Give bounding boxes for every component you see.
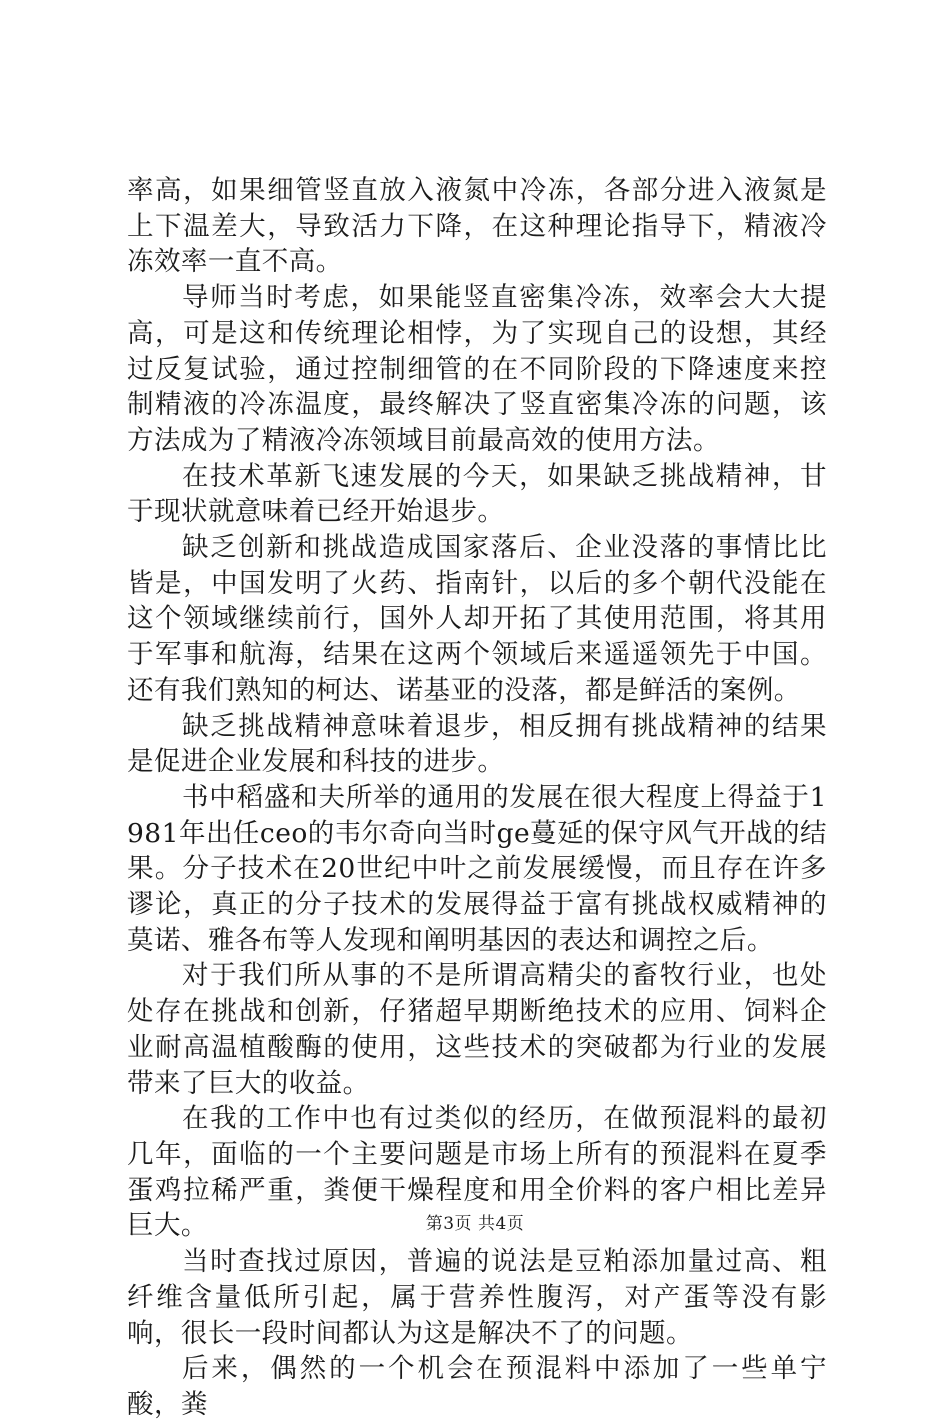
paragraph: 在我的工作中也有过类似的经历，在做预混料的最初几年，面临的一个主要问题是市场上所有的预混料在夏季蛋鸡拉稀严重，粪便干燥程度和用全价料的客户相比差异巨大。 [127,1103,827,1242]
paragraph-continuation: 率高，如果细管竖直放入液氮中冷冻，各部分进入液氮是上下温差大，导致活力下降，在这种理论指导下，精液冷冻效率一直不高。 [127,175,827,278]
paragraph: 缺乏挑战精神意味着退步，相反拥有挑战精神的结果是促进企业发展和科技的进步。 [127,710,827,778]
paragraph: 后来，偶然的一个机会在预混料中添加了一些单宁酸，粪 [127,1353,827,1420]
paragraph: 书中稻盛和夫所举的通用的发展在很大程度上得益于1981年出任ceo的韦尔奇向当时ge蔓延的保守风气开战的结果。分子技术在20世纪中叶之前发展缓慢，而且存在许多谬论，真正的分子技术的发展得益于富有挑战权威精神的莫诺、雅各布等人发现和阐明基因的表达和调控之后。 [127,781,827,956]
page-number-label: 第3页 共4页 [425,1214,525,1234]
paragraph: 缺乏创新和挑战造成国家落后、企业没落的事情比比皆是，中国发明了火药、指南针，以后的多个朝代没能在这个领域继续前行，国外人却开拓了其使用范围，将其用于军事和航海，结果在这两个领域后来遥遥领先于中国。还有我们熟知的柯达、诺基亚的没落，都是鲜活的案例。 [127,532,827,706]
paragraph: 对于我们所从事的不是所谓高精尖的畜牧行业，也处处存在挑战和创新，仔猪超早期断绝技术的应用、饲料企业耐高温植酸酶的使用，这些技术的突破都为行业的发展带来了巨大的收益。 [127,960,827,1099]
paragraph: 导师当时考虑，如果能竖直密集冷冻，效率会大大提高，可是这和传统理论相悖，为了实现自己的设想，其经过反复试验，通过控制细管的在不同阶段的下降速度来控制精液的冷冻温度，最终解决了竖直密集冷冻的问题，该方法成为了精液冷冻领域目前最高效的使用方法。 [127,282,827,456]
paragraph: 在技术革新飞速发展的今天，如果缺乏挑战精神，甘于现状就意味着已经开始退步。 [127,460,827,528]
page-footer [0,1213,950,1235]
paragraph: 当时查找过原因，普遍的说法是豆粕添加量过高、粗纤维含量低所引起，属于营养性腹泻，对产蛋等没有影响，很长一段时间都认为这是解决不了的问题。 [127,1246,827,1349]
body-text [127,173,827,1423]
